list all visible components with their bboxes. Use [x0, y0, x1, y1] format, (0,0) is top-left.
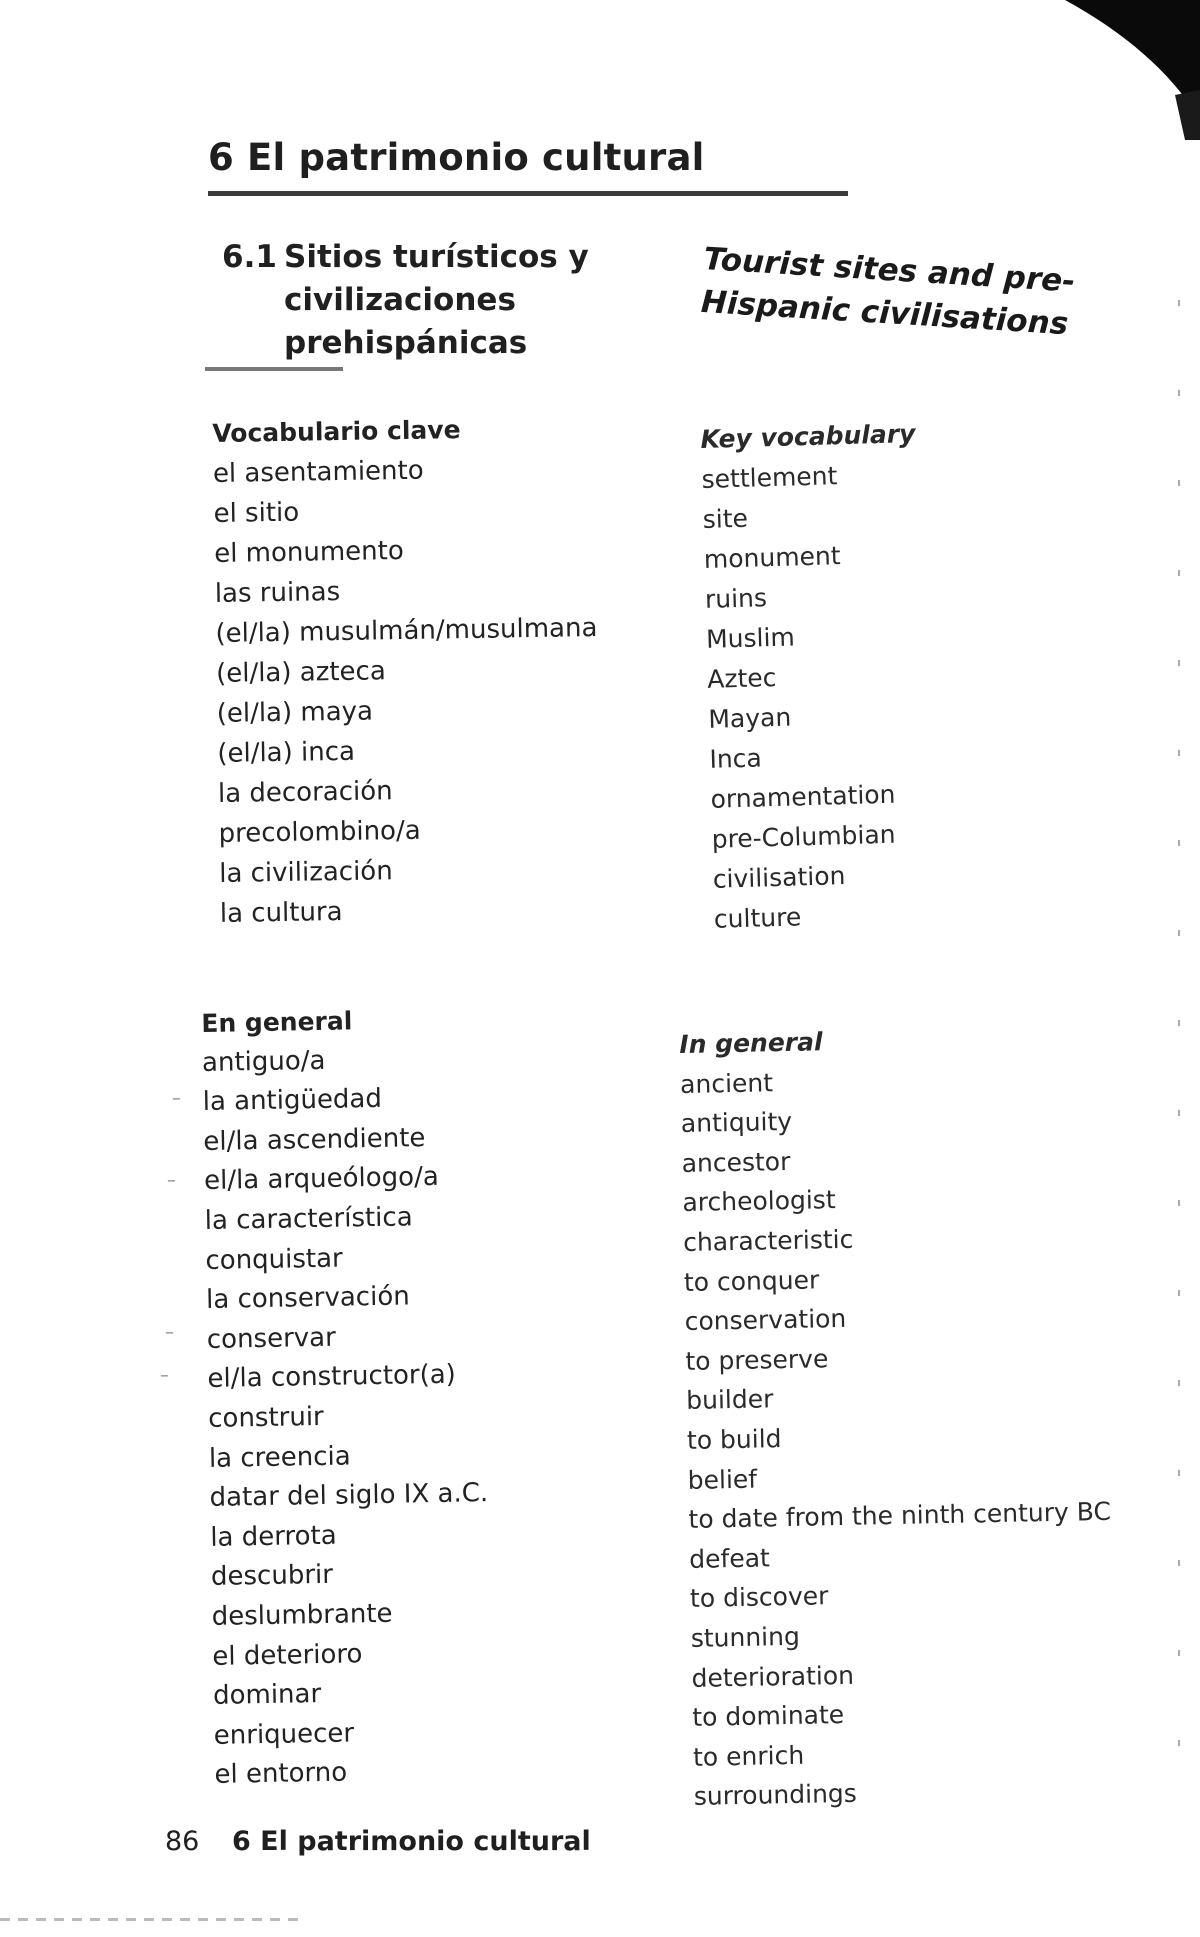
vocab-term-es: precolombino/a	[218, 815, 421, 849]
vocab-term-en: archeologist	[682, 1185, 836, 1218]
vocab-term-es: antiguo/a	[201, 1045, 326, 1078]
vocab-term-en: to preserve	[685, 1343, 829, 1376]
chapter-title-rule	[208, 191, 848, 196]
vocab-term-en: pre-Columbian	[711, 819, 896, 854]
vocab-term-es: el/la ascendiente	[203, 1122, 426, 1157]
vocab-term-es: (el/la) inca	[217, 736, 356, 769]
key-vocab-spanish-list	[212, 408, 602, 934]
vocab-term-es: la decoración	[217, 776, 393, 809]
vocab-term-es: (el/la) musulmán/musulmana	[215, 612, 598, 649]
general-english-list	[679, 1017, 1117, 1817]
vocab-term-es: la creencia	[208, 1440, 351, 1474]
vocab-term-es: construir	[207, 1401, 325, 1434]
vocab-term-en: settlement	[701, 461, 838, 494]
vocab-term-es: deslumbrante	[211, 1598, 393, 1632]
section-heading-rule	[205, 367, 343, 371]
pencil-tick-mark: –	[160, 1365, 169, 1386]
vocab-term-en: civilisation	[712, 861, 846, 894]
page-corner-shadow	[970, 0, 1200, 140]
vocab-term-en: ancestor	[681, 1146, 791, 1178]
general-spanish-list	[201, 999, 493, 1796]
vocab-term-es: enriquecer	[213, 1718, 355, 1751]
vocab-term-en: monument	[703, 541, 841, 574]
vocab-term-es: el deterioro	[212, 1638, 363, 1672]
vocab-term-es: el monumento	[213, 536, 405, 569]
vocab-term-es: datar del siglo IX a.C.	[209, 1478, 489, 1514]
vocab-term-es: el/la constructor(a)	[207, 1359, 457, 1395]
section-title-en: Tourist sites and pre-Hispanic civilisations	[699, 240, 1077, 343]
vocab-term-en: Mayan	[707, 702, 792, 734]
vocab-term-en: defeat	[688, 1543, 771, 1574]
vocab-term-en: Inca	[709, 743, 763, 774]
vocab-term-es: (el/la) azteca	[215, 656, 386, 689]
vocab-term-en: to discover	[689, 1581, 829, 1614]
vocab-term-en: deterioration	[691, 1660, 855, 1693]
vocab-term-en: conservation	[684, 1304, 847, 1337]
general-heading-en: In general	[679, 1027, 823, 1059]
vocab-term-es: descubrir	[210, 1560, 334, 1593]
vocab-term-en: to date from the ninth century BC	[688, 1496, 1112, 1535]
vocab-term-es: las ruinas	[214, 577, 341, 609]
vocab-term-es: dominar	[212, 1679, 322, 1711]
vocab-term-en: Muslim	[705, 622, 796, 654]
scan-edge-noise	[1178, 300, 1180, 1800]
vocab-term-en: culture	[713, 902, 802, 934]
vocab-term-es: la derrota	[210, 1520, 337, 1553]
vocab-term-en: belief	[687, 1464, 758, 1495]
vocab-term-en: Aztec	[706, 662, 777, 694]
key-vocab-heading-en: Key vocabulary	[700, 418, 916, 454]
vocab-term-en: antiquity	[680, 1107, 793, 1139]
vocab-term-es: el sitio	[213, 497, 300, 529]
vocab-term-en: to conquer	[683, 1264, 820, 1297]
vocab-term-en: ancient	[679, 1067, 774, 1099]
page-number: 86	[165, 1826, 200, 1857]
vocab-term-es: el/la arqueólogo/a	[203, 1162, 440, 1197]
vocab-term-es: la conservación	[205, 1281, 410, 1316]
vocab-term-es: conservar	[206, 1322, 337, 1355]
section-number: 6.1	[222, 239, 277, 275]
vocab-term-es: el entorno	[214, 1757, 348, 1791]
vocab-term-es: (el/la) maya	[216, 696, 374, 729]
vocab-term-en: to build	[686, 1424, 782, 1455]
chapter-title: 6 El patrimonio cultural	[208, 136, 705, 179]
vocab-term-es: la civilización	[218, 856, 393, 889]
vocab-term-es: la cultura	[219, 897, 343, 929]
section-title-es: Sitios turísticos y civilizaciones prehispánicas	[284, 239, 589, 361]
vocab-term-en: ruins	[704, 583, 768, 614]
vocab-term-es: la antigüedad	[202, 1084, 383, 1118]
key-vocab-english-list	[700, 414, 929, 940]
scan-bottom-noise	[0, 1918, 300, 1921]
pencil-tick-mark: –	[165, 1322, 174, 1343]
vocab-term-es: la característica	[204, 1202, 413, 1236]
pencil-tick-mark: –	[167, 1170, 176, 1191]
vocab-term-en: characteristic	[682, 1224, 854, 1257]
vocab-term-es: el asentamiento	[212, 455, 424, 489]
vocab-term-en: site	[702, 503, 749, 534]
pencil-tick-mark: –	[172, 1088, 181, 1109]
footer-chapter-title: 6 El patrimonio cultural	[231, 1826, 591, 1857]
vocab-term-en: stunning	[690, 1621, 801, 1653]
vocab-term-en: to enrich	[692, 1740, 805, 1772]
vocab-term-es: conquistar	[205, 1243, 343, 1276]
vocab-term-en: builder	[685, 1384, 774, 1416]
vocab-term-en: surroundings	[693, 1779, 858, 1812]
key-vocab-heading-es: Vocabulario clave	[212, 415, 461, 448]
vocab-term-en: ornamentation	[710, 779, 896, 814]
general-heading-es: En general	[201, 1006, 353, 1038]
page-footer	[165, 1826, 591, 1857]
vocab-term-en: to dominate	[692, 1700, 845, 1732]
